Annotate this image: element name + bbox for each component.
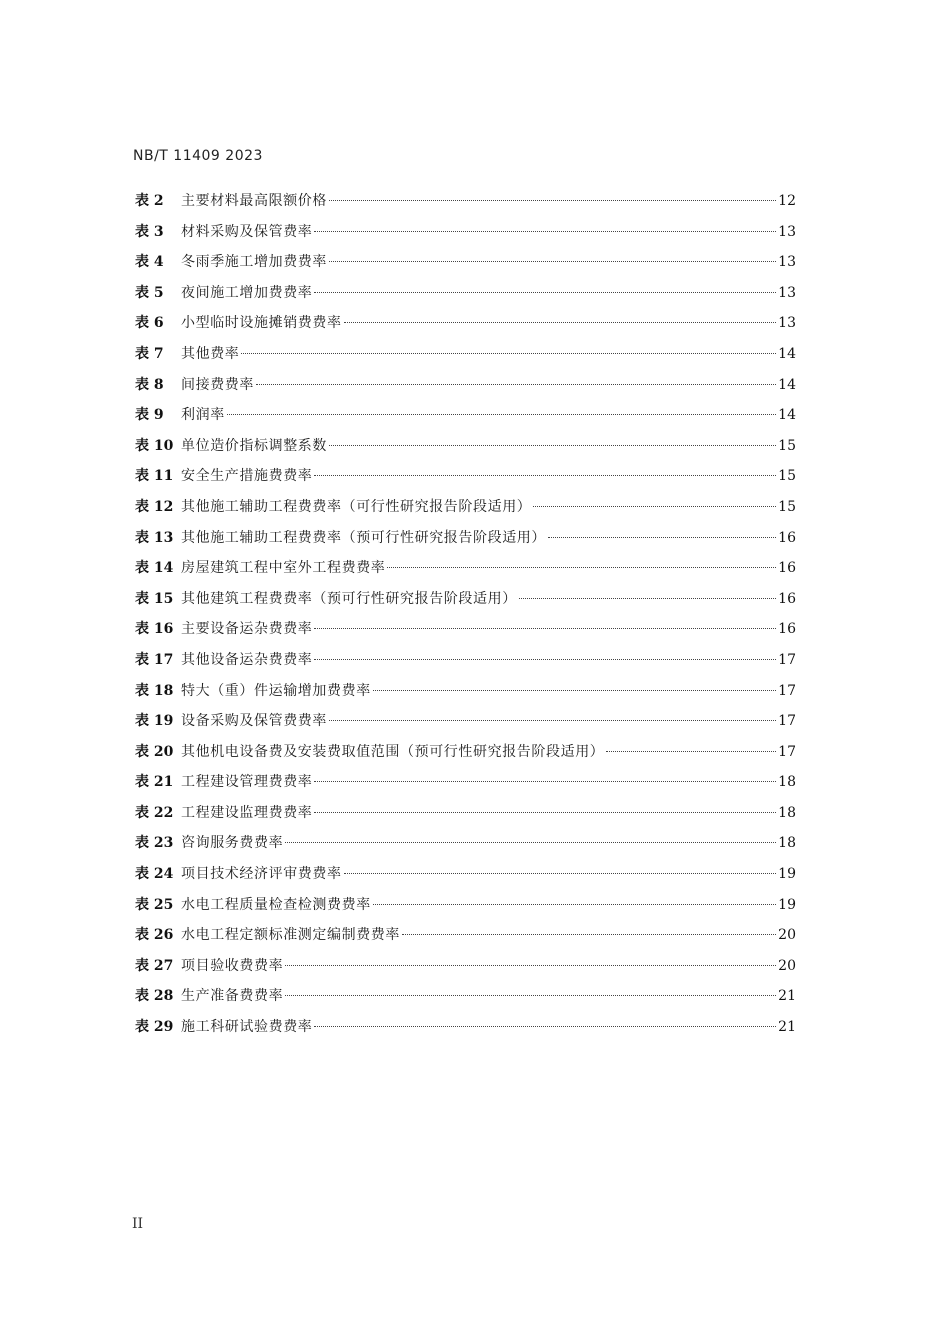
toc-entry-page-number: 16: [778, 529, 796, 546]
toc-entry-title: 安全生产措施费费率: [181, 468, 313, 485]
toc-entry-page-number: 21: [778, 988, 796, 1005]
toc-entry-label: 表 24: [135, 866, 174, 883]
toc-entry-title: 施工科研试验费费率: [181, 1019, 313, 1036]
toc-entry-page-number: 13: [778, 315, 796, 332]
toc-dot-leader: [533, 506, 776, 507]
toc-entry-title: 其他建筑工程费费率（预可行性研究报告阶段适用）: [181, 590, 517, 607]
toc-entry-label: 表 15: [135, 590, 174, 607]
toc-entry-label: 表 23: [135, 835, 174, 852]
toc-entry[interactable]: [135, 798, 796, 829]
toc-entry-page-number: 20: [778, 927, 796, 944]
toc-entry-title: 间接费费率: [181, 376, 254, 393]
toc-entry-page-number: 13: [778, 254, 796, 271]
toc-entry[interactable]: [135, 737, 796, 768]
toc-entry-page-number: 21: [778, 1019, 796, 1036]
toc-entry-label: 表 25: [135, 896, 174, 913]
toc-entry[interactable]: [135, 951, 796, 982]
toc-entry-title: 工程建设监理费费率: [181, 804, 313, 821]
toc-entry-page-number: 14: [778, 407, 796, 424]
toc-dot-leader: [314, 1026, 776, 1027]
toc-entry-title: 其他设备运杂费费率: [181, 651, 313, 668]
toc-dot-leader: [314, 781, 776, 782]
toc-entry-page-number: 14: [778, 345, 796, 362]
toc-entry[interactable]: [135, 767, 796, 798]
toc-dot-leader: [329, 200, 776, 201]
toc-entry[interactable]: [135, 400, 796, 431]
toc-dot-leader: [606, 751, 776, 752]
toc-entry-page-number: 16: [778, 560, 796, 577]
toc-entry-page-number: 19: [778, 896, 796, 913]
toc-entry-title: 单位造价指标调整系数: [181, 437, 327, 454]
toc-dot-leader: [344, 873, 777, 874]
toc-entry-title: 主要材料最高限额价格: [181, 193, 327, 209]
toc-entry-title: 其他施工辅助工程费费率（可行性研究报告阶段适用）: [181, 498, 532, 515]
toc-dot-leader: [402, 934, 776, 935]
toc-entry[interactable]: [135, 492, 796, 523]
toc-entry-page-number: 15: [778, 498, 796, 515]
toc-dot-leader: [373, 904, 776, 905]
toc-entry-label: 表 21: [135, 774, 174, 791]
toc-entry-title: 特大（重）件运输增加费费率: [181, 682, 371, 699]
toc-entry-title: 工程建设管理费费率: [181, 774, 313, 791]
toc-entry-page-number: 14: [778, 376, 796, 393]
toc-dot-leader: [285, 842, 776, 843]
toc-entry-page-number: 17: [778, 651, 796, 668]
toc-entry[interactable]: [135, 278, 796, 309]
toc-dot-leader: [314, 812, 776, 813]
toc-entry-title: 其他施工辅助工程费费率（预可行性研究报告阶段适用）: [181, 529, 546, 546]
toc-entry-label: 表 19: [135, 713, 174, 730]
toc-entry-page-number: 16: [778, 621, 796, 638]
toc-entry[interactable]: [135, 186, 796, 217]
toc-entry[interactable]: [135, 584, 796, 615]
toc-entry-label: 表 8: [135, 376, 164, 393]
toc-entry-label: 表 7: [135, 345, 164, 362]
toc-dot-leader: [314, 475, 776, 476]
toc-entry-title: 材料采购及保管费率: [181, 223, 313, 240]
page-number: II: [132, 1216, 144, 1232]
toc-entry-page-number: 13: [778, 223, 796, 240]
toc-entry[interactable]: [135, 370, 796, 401]
toc-entry[interactable]: [135, 553, 796, 584]
toc-entry[interactable]: [135, 339, 796, 370]
toc-dot-leader: [314, 628, 776, 629]
toc-entry-label: 表 6: [135, 315, 164, 332]
toc-entry-label: 表 3: [135, 223, 164, 240]
toc-entry-label: 表 18: [135, 682, 174, 699]
toc-dot-leader: [241, 353, 776, 354]
toc-entry-page-number: 17: [778, 713, 796, 730]
toc-entry-title: 项目技术经济评审费费率: [181, 866, 342, 883]
toc-entry-label: 表 10: [135, 437, 174, 454]
toc-dot-leader: [285, 965, 776, 966]
toc-entry[interactable]: [135, 981, 796, 1012]
table-of-contents-list: [135, 186, 796, 1043]
toc-entry-label: 表 22: [135, 804, 174, 821]
toc-entry-title: 夜间施工增加费费率: [181, 284, 313, 301]
toc-entry-label: 表 26: [135, 927, 174, 944]
toc-entry-label: 表 28: [135, 988, 174, 1005]
toc-dot-leader: [329, 261, 776, 262]
toc-entry-title: 项目验收费费率: [181, 957, 284, 974]
toc-dot-leader: [373, 690, 776, 691]
toc-entry-page-number: 13: [778, 284, 796, 301]
toc-entry[interactable]: [135, 461, 796, 492]
toc-dot-leader: [548, 537, 776, 538]
toc-entry-label: 表 5: [135, 284, 164, 301]
toc-dot-leader: [256, 384, 776, 385]
toc-entry-title: 冬雨季施工增加费费率: [181, 254, 327, 271]
toc-entry[interactable]: [135, 1012, 796, 1043]
toc-entry-title: 房屋建筑工程中室外工程费费率: [181, 560, 386, 577]
document-standard-id: NB/T 11409 2023: [133, 148, 263, 164]
toc-entry[interactable]: [135, 247, 796, 278]
toc-entry-title: 水电工程定额标准测定编制费费率: [181, 927, 400, 944]
toc-entry-page-number: 18: [778, 835, 796, 852]
toc-entry[interactable]: [135, 431, 796, 462]
toc-entry-page-number: 15: [778, 468, 796, 485]
toc-entry-title: 生产准备费费率: [181, 988, 284, 1005]
toc-entry-title: 其他费率: [181, 345, 240, 362]
toc-entry-label: 表 16: [135, 621, 174, 638]
toc-entry-title: 利润率: [181, 407, 225, 424]
toc-entry-label: 表 29: [135, 1019, 174, 1036]
toc-entry-page-number: 17: [778, 743, 796, 760]
toc-entry-label: 表 9: [135, 407, 164, 424]
toc-entry-page-number: 12: [778, 193, 796, 209]
toc-entry-label: 表 4: [135, 254, 164, 271]
toc-entry[interactable]: [135, 828, 796, 859]
toc-dot-leader: [314, 292, 776, 293]
toc-entry[interactable]: [135, 859, 796, 890]
toc-dot-leader: [314, 659, 776, 660]
toc-dot-leader: [387, 567, 776, 568]
toc-dot-leader: [227, 414, 776, 415]
toc-entry-label: 表 13: [135, 529, 174, 546]
toc-entry-label: 表 14: [135, 560, 174, 577]
toc-entry-page-number: 16: [778, 590, 796, 607]
toc-entry[interactable]: [135, 920, 796, 951]
toc-entry[interactable]: [135, 676, 796, 707]
toc-entry-page-number: 19: [778, 866, 796, 883]
toc-entry-title: 主要设备运杂费费率: [181, 621, 313, 638]
toc-entry[interactable]: [135, 614, 796, 645]
toc-entry-page-number: 18: [778, 774, 796, 791]
toc-dot-leader: [519, 598, 776, 599]
toc-entry-page-number: 18: [778, 804, 796, 821]
toc-entry-page-number: 15: [778, 437, 796, 454]
toc-entry-title: 小型临时设施摊销费费率: [181, 315, 342, 332]
toc-dot-leader: [329, 445, 776, 446]
toc-entry-title: 设备采购及保管费费率: [181, 713, 327, 730]
toc-entry-title: 咨询服务费费率: [181, 835, 284, 852]
toc-entry-page-number: 17: [778, 682, 796, 699]
toc-entry[interactable]: [135, 890, 796, 921]
toc-entry-label: 表 11: [135, 468, 174, 485]
toc-entry-title: 水电工程质量检查检测费费率: [181, 896, 371, 913]
toc-entry[interactable]: [135, 523, 796, 554]
toc-entry-label: 表 20: [135, 743, 174, 760]
toc-dot-leader: [344, 322, 777, 323]
toc-entry[interactable]: [135, 217, 796, 248]
toc-dot-leader: [285, 995, 776, 996]
toc-entry-label: 表 12: [135, 498, 174, 515]
toc-entry[interactable]: [135, 645, 796, 676]
toc-entry-page-number: 20: [778, 957, 796, 974]
toc-entry-title: 其他机电设备费及安装费取值范围（预可行性研究报告阶段适用）: [181, 743, 605, 760]
toc-dot-leader: [314, 231, 776, 232]
toc-entry-label: 表 2: [135, 193, 164, 209]
toc-dot-leader: [329, 720, 776, 721]
toc-entry[interactable]: [135, 706, 796, 737]
toc-entry-label: 表 17: [135, 651, 174, 668]
toc-entry[interactable]: [135, 308, 796, 339]
toc-entry-label: 表 27: [135, 957, 174, 974]
